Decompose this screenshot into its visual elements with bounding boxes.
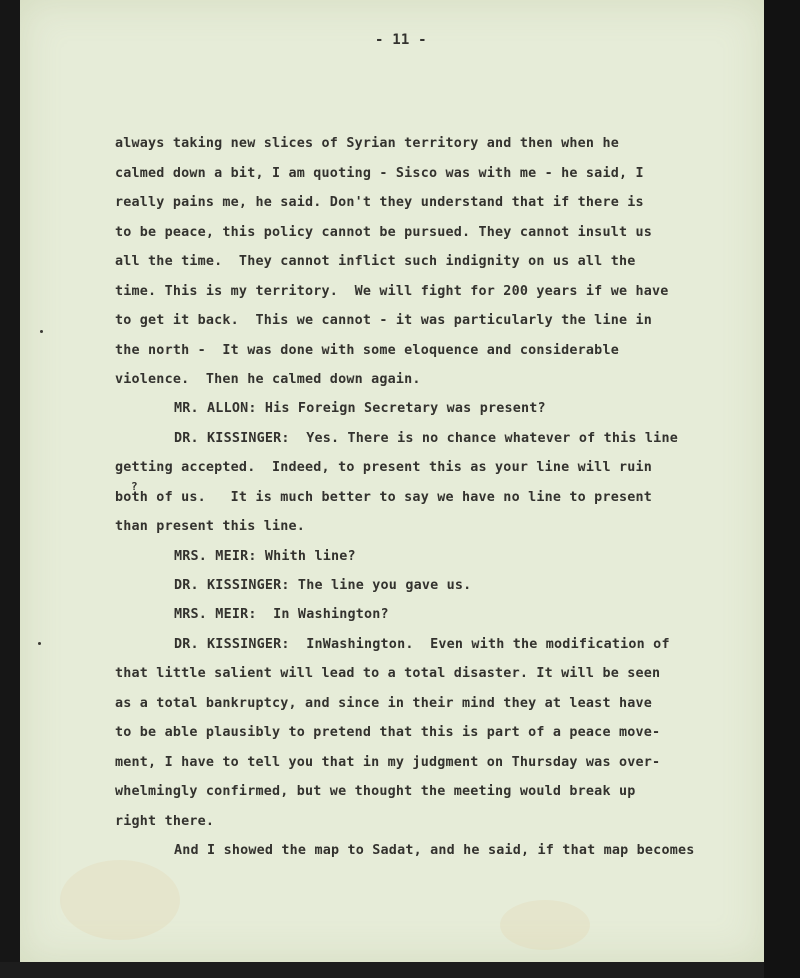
speaker-line: MR. ALLON: His Foreign Secretary was present? xyxy=(174,401,546,416)
scan-border-right xyxy=(764,0,800,978)
scan-speck xyxy=(40,330,43,333)
speaker-line: MRS. MEIR: In Washington? xyxy=(174,607,389,622)
speaker-line: DR. KISSINGER: The line you gave us. xyxy=(174,578,472,593)
text-line: to get it back. This we cannot - it was particularly the line in xyxy=(115,313,653,328)
text-line: And I showed the map to Sadat, and he said, if that map becomes xyxy=(174,843,695,858)
text-line: getting accepted. Indeed, to present this as your line will ruin xyxy=(115,460,653,475)
text-line: always taking new slices of Syrian territory and then when he xyxy=(115,136,619,151)
scan-speck xyxy=(38,642,41,645)
speaker-line: MRS. MEIR: Whith line? xyxy=(174,549,356,564)
speaker-line: DR. KISSINGER: Yes. There is no chance whatever of this line xyxy=(174,431,678,446)
text-line: really pains me, he said. Don't they understand that if there is xyxy=(115,195,644,210)
text-line: that little salient will lead to a total disaster. It will be seen xyxy=(115,666,661,681)
text-line: right there. xyxy=(115,814,215,829)
text-line: ment, I have to tell you that in my judgment on Thursday was over- xyxy=(115,755,661,770)
text-line: to be peace, this policy cannot be pursued. They cannot insult us xyxy=(115,225,653,240)
text-line: all the time. They cannot inflict such indignity on us all the xyxy=(115,254,636,269)
text-line: calmed down a bit, I am quoting - Sisco was with me - he said, I xyxy=(115,166,644,181)
text-line: than present this line. xyxy=(115,519,306,534)
text-line: the north - It was done with some eloquence and considerable xyxy=(115,343,619,358)
scan-border-bottom xyxy=(0,962,764,978)
text-line: to be able plausibly to pretend that this is part of a peace move- xyxy=(115,725,661,740)
text-line: violence. Then he calmed down again. xyxy=(115,372,421,387)
speaker-line: DR. KISSINGER: InWashington. Even with the modification of xyxy=(174,637,670,652)
text-line: whelmingly confirmed, but we thought the meeting would break up xyxy=(115,784,636,799)
margin-question-mark: ? xyxy=(131,480,138,493)
text-line: as a total bankruptcy, and since in their mind they at least have xyxy=(115,696,653,711)
text-line: time. This is my territory. We will fight for 200 years if we have xyxy=(115,284,669,299)
page-number: - 11 - xyxy=(375,32,427,48)
text-line: both of us. It is much better to say we have no line to present xyxy=(115,490,653,505)
